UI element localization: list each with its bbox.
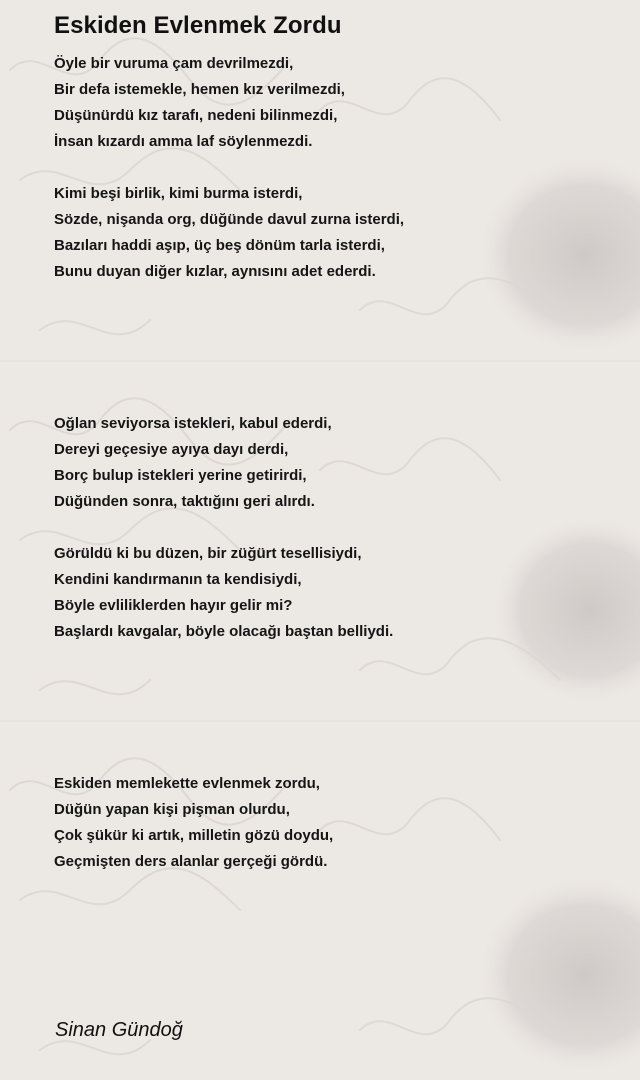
poem-line: İnsan kızardı amma laf söylenmezdi.: [54, 133, 313, 150]
poem-line: Kimi beşi birlik, kimi burma isterdi,: [54, 185, 303, 202]
poem-line: Çok şükür ki artık, milletin gözü doydu,: [54, 827, 334, 844]
stanza: [54, 51, 345, 155]
poem-line: Bazıları haddi aşıp, üç beş dönüm tarla isterdi,: [54, 237, 385, 254]
poem-author: Sinan Gündoğ: [55, 1019, 183, 1041]
poem-title: Eskiden Evlenmek Zordu: [54, 12, 342, 39]
poem-line: Görüldü ki bu düzen, bir züğürt tesellisiydi,: [54, 545, 362, 562]
poem-line: Bir defa istemekle, hemen kız verilmezdi,: [54, 81, 345, 98]
poem-line: Geçmişten ders alanlar gerçeği gördü.: [54, 853, 328, 870]
poem-line: Borç bulup istekleri yerine getirirdi,: [54, 467, 307, 484]
poem-line: Sözde, nişanda org, düğünde davul zurna isterdi,: [54, 211, 405, 228]
stanza: [54, 181, 404, 285]
stanza: [54, 771, 333, 875]
poem-line: Eskiden memlekette evlenmek zordu,: [54, 775, 320, 792]
stanza: [54, 541, 393, 645]
ink-blot-decoration: [475, 155, 640, 1075]
poem-line: Öyle bir vuruma çam devrilmezdi,: [54, 55, 294, 72]
poem-line: Oğlan seviyorsa istekleri, kabul ederdi,: [54, 415, 332, 432]
poem-line: Bunu duyan diğer kızlar, aynısını adet ederdi.: [54, 263, 376, 280]
stanza: [54, 411, 332, 515]
poem-line: Başlardı kavgalar, böyle olacağı baştan belliydi.: [54, 623, 394, 640]
poem-line: Düğünden sonra, taktığını geri alırdı.: [54, 493, 315, 510]
poem-line: Düşünürdü kız tarafı, nedeni bilinmezdi,: [54, 107, 338, 124]
poem-line: Dereyi geçesiye ayıya dayı derdi,: [54, 441, 289, 458]
poem-line: Kendini kandırmanın ta kendisiydi,: [54, 571, 302, 588]
poem-line: Düğün yapan kişi pişman olurdu,: [54, 801, 290, 818]
poem-line: Böyle evliliklerden hayır gelir mi?: [54, 597, 293, 614]
